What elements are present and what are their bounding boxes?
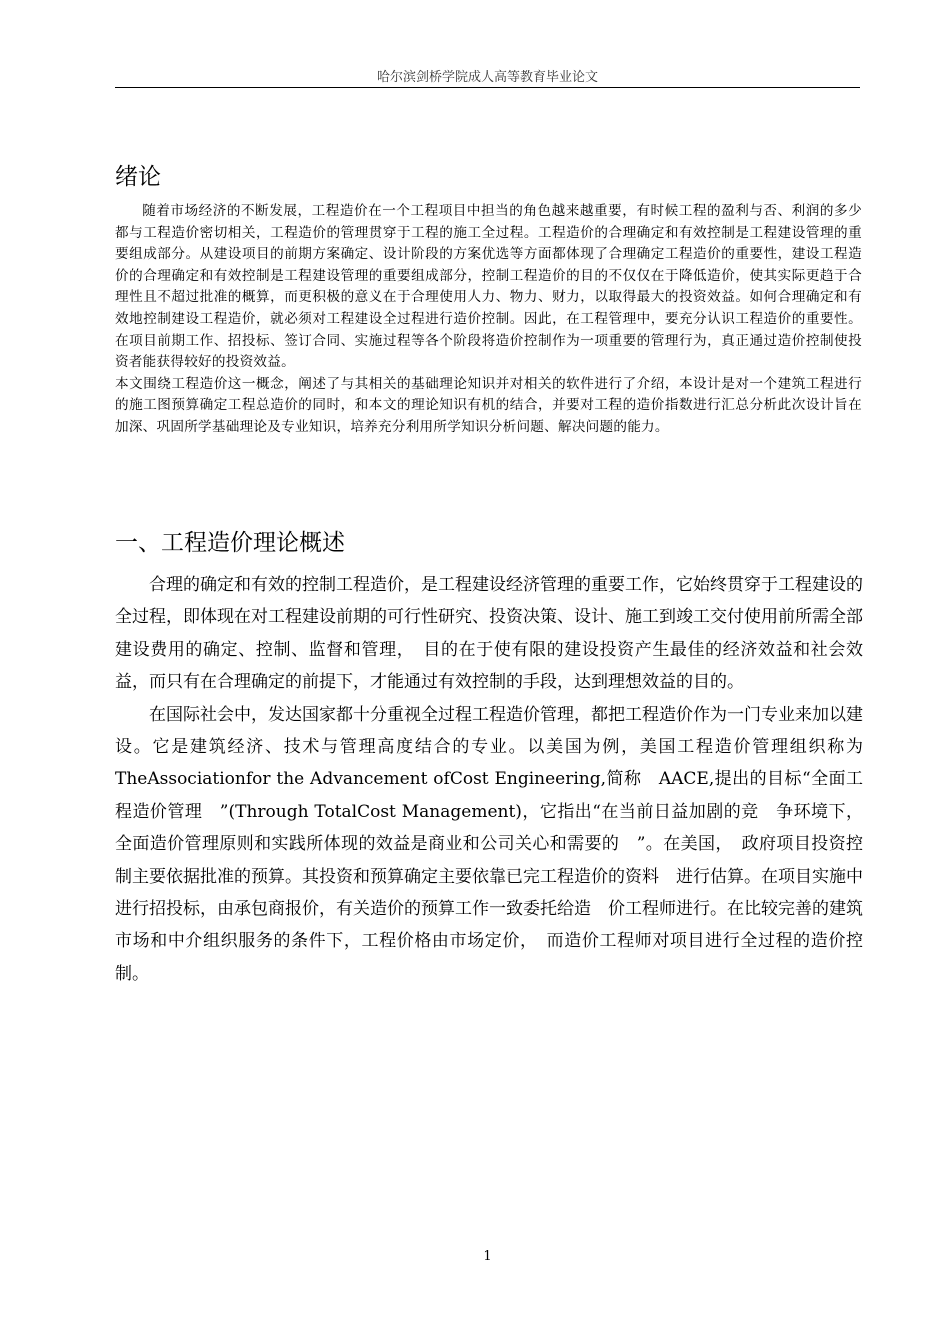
intro-paragraph: 随着市场经济的不断发展，工程造价在一个工程项目中担当的角色越来越重要，有时候工程的盈利与否、利润的多少都与工程造价密切相关，工程造价的管理贯穿于工程的施工全过程。工程造价的合理确定和有效控制是工程建设管理的重要组成部分。从建设项目的前期方案确定、设计阶段的方案优选等方面都体现了合理确定工程造价的重要性，建设工程造价的合理确定和有效控制是工程建设管理的重要组成部分，控制工程造价的目的不仅仅在于降低造价，使其实际更趋于合理性且不超过批准的概算，而更积极的意义在于合理使用人力、物力、财力，以取得最大的投资效益。如何合理确定和有效地控制建设工程造价，就必须对工程建设全过程进行造价控制。因此，在工程管理中，要充分认识工程造价的重要性。在项目前期工作、招投标、签订合同、实施过程等各个阶段将造价控制作为一项重要的管理行为，真正通过造价控制使投资者能获得较好的投资效益。 [115, 203, 862, 371]
chapter-paragraph: 在国际社会中，发达国家都十分重视全过程工程造价管理，都把工程造价作为一门专业来加以建设。它是建筑经济、技术与管理高度结合的专业。以美国为例，美国工程造价管理组织称为 TheAssociationfor the Advancement ofCost Engineering,简称 AACE,提出的目标“全面工程造价管理 ”(Through TotalCost Management)，它指出“在当前日益加剧的竞 争环境下，全面造价管理原则和实践所体现的效益是商业和公司关心和需要的 ”。在美国， 政府项目投资控制主要依据批准的预算。其投资和预算确定主要依靠已完工程造价的资料 进行估算。在项目实施中进行招投标，由承包商报价，有关造价的预算工作一致委托给造 价工程师进行。在比较完善的建筑市场和中介组织服务的条件下，工程价格由市场定价， 而造价工程师对项目进行全过程的造价控制。 [115, 704, 880, 984]
intro-body [115, 201, 862, 439]
page-number: 1 [483, 1249, 492, 1264]
intro-paragraph: 本文围绕工程造价这一概念，阐述了与其相关的基础理论知识并对相关的软件进行了介绍，本设计是对一个建筑工程进行的施工图预算确定工程总造价的同时，和本文的理论知识有机的结合，并要对工程的造价指数进行汇总分析此次设计旨在加深、巩固所学基础理论及专业知识，培养充分利用所学知识分析问题、解决问题的能力。 [115, 375, 862, 435]
running-header: 哈尔滨剑桥学院成人高等教育毕业论文 [376, 70, 598, 85]
chapter-heading: 一、工程造价理论概述 [115, 530, 345, 556]
chapter-body [115, 569, 880, 990]
chapter-paragraph: 合理的确定和有效的控制工程造价，是工程建设经济管理的重要工作，它始终贯穿于工程建设的全过程，即体现在对工程建设前期的可行性研究、投资决策、设计、施工到竣工交付使用前所需全部建设费用的确定、控制、监督和管理， 目的在于使有限的建设投资产生最佳的经济效益和社会效益，而只有在合理确定的前提下，才能通过有效控制的手段，达到理想效益的目的。 [115, 575, 863, 693]
intro-heading: 绪论 [115, 164, 161, 190]
header-divider [115, 87, 860, 88]
